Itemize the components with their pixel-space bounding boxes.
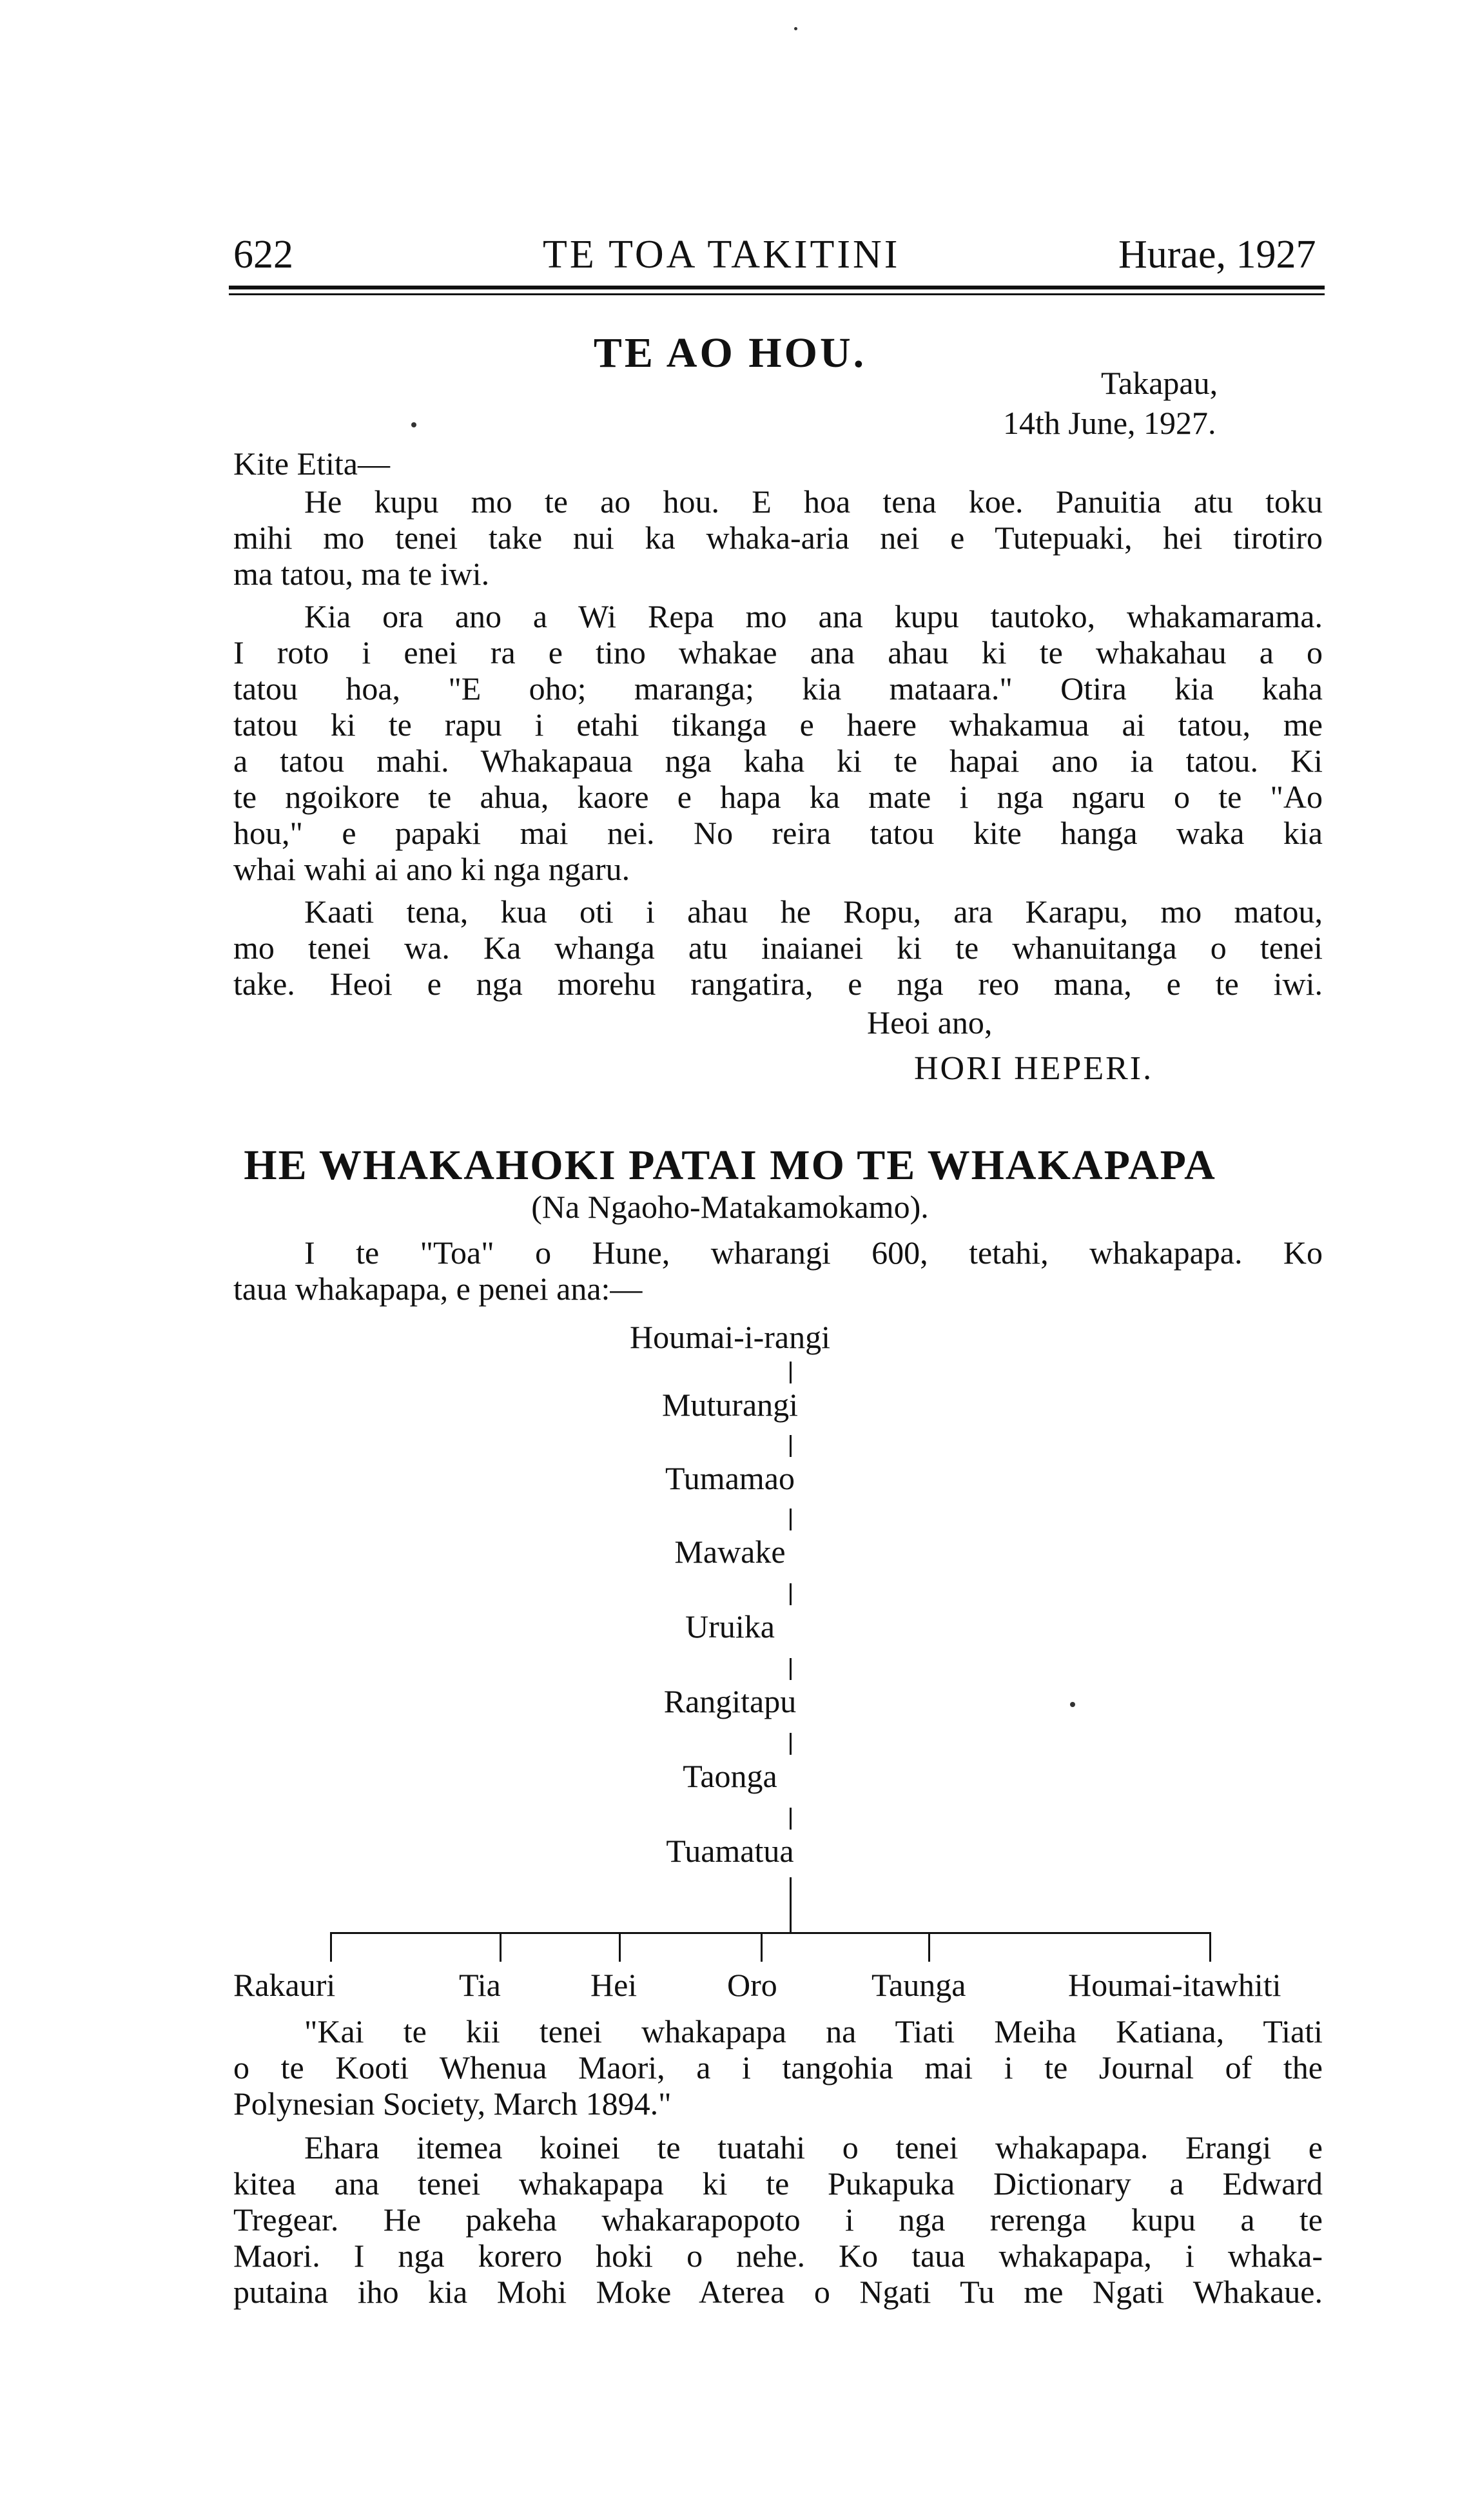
genealogy-connector — [790, 1808, 792, 1830]
journal-title: TE TOA TAKITINI — [543, 233, 900, 277]
genealogy-branch-tick — [1209, 1932, 1211, 1962]
paragraph-line: hou," e papaki mai nei. No reira tatou kite hanga waka kia — [233, 815, 1323, 851]
salutation: Kite Etita— — [233, 445, 390, 482]
genealogy-branch-tick — [928, 1932, 930, 1962]
article-title: TE AO HOU. — [593, 329, 867, 376]
paragraph-line: te ngoikore te ahua, kaore e hapa ka mate i nga ngaru o te "Ao — [233, 779, 1323, 815]
genealogy-child: Taunga — [871, 1967, 966, 2003]
paragraph-line: a tatou mahi. Whakapaua nga kaha ki te hapai ano ia tatou. Ki — [233, 743, 1323, 779]
paragraph-line: Ehara itemea koinei te tuatahi o tenei whakapapa. Erangi e — [304, 2129, 1323, 2165]
letter-signature: HORI HEPERI. — [914, 1050, 1154, 1087]
page-number: 622 — [233, 233, 293, 277]
paragraph-line: kitea ana tenei whakapapa ki te Pukapuka Dictionary a Edward — [233, 2165, 1323, 2202]
genealogy-name: Muturangi — [661, 1387, 799, 1423]
paragraph-line: tatou ki te rapu i etahi tikanga e haere whakamua ai tatou, me — [233, 707, 1323, 743]
paragraph-line: taua whakapapa, e penei ana:— — [233, 1271, 643, 1307]
genealogy-branch-tick — [619, 1932, 621, 1962]
paragraph-line: tatou hoa, "E oho; maranga; kia mataara." Otira kia kaha — [233, 670, 1323, 707]
paragraph-line: o te Kooti Whenua Maori, a i tangohia mai i te Journal of the — [233, 2049, 1323, 2085]
genealogy-name: Rangitapu — [663, 1683, 797, 1719]
paragraph-line: mo tenei wa. Ka whanga atu inaianei ki te whanuitanga o tenei — [233, 930, 1323, 966]
genealogy-branch-tick — [761, 1932, 763, 1962]
genealogy-name: Houmai-i-rangi — [629, 1319, 830, 1355]
paragraph-line: take. Heoi e nga morehu rangatira, e nga reo mana, e te iwi. — [233, 966, 1323, 1002]
genealogy-child: Tia — [459, 1967, 501, 2003]
genealogy-connector — [790, 1583, 792, 1605]
letter-closing: Heoi ano, — [867, 1004, 993, 1040]
genealogy-child: Hei — [590, 1967, 638, 2003]
genealogy-connector — [790, 1435, 792, 1457]
genealogy-name: Tuamatua — [666, 1833, 794, 1869]
header-rule-thick — [229, 286, 1325, 289]
paragraph-line: whai wahi ai ano ki nga ngaru. — [233, 851, 630, 887]
genealogy-connector — [790, 1362, 792, 1383]
header-rule-thin — [229, 293, 1325, 295]
genealogy-branch-tick — [330, 1932, 332, 1962]
issue-date: Hurae, 1927 — [1118, 233, 1316, 277]
genealogy-name: Taonga — [683, 1758, 777, 1794]
genealogy-branch-line — [330, 1932, 1210, 1934]
article-byline: (Na Ngaoho-Matakamokamo). — [531, 1189, 929, 1225]
paragraph-line: Maori. I nga korero hoki o nehe. Ko taua whakapapa, i whaka- — [233, 2238, 1323, 2274]
genealogy-name: Tumamao — [665, 1460, 795, 1496]
genealogy-child: Oro — [727, 1967, 777, 2003]
ink-dot — [1070, 1702, 1075, 1707]
paragraph-line: I te "Toa" o Hune, wharangi 600, tetahi, whakapapa. Ko — [304, 1235, 1323, 1271]
genealogy-connector — [790, 1658, 792, 1680]
paragraph-line: mihi mo tenei take nui ka whaka-aria nei e Tutepuaki, hei tirotiro — [233, 520, 1323, 556]
paragraph-line: Tregear. He pakeha whakarapopoto i nga rerenga kupu a te — [233, 2202, 1323, 2238]
letter-place: Takapau, — [1101, 365, 1218, 401]
genealogy-branch-tick — [500, 1932, 501, 1962]
paragraph-line: Kaati tena, kua oti i ahau he Ropu, ara Karapu, mo matou, — [304, 894, 1323, 930]
paragraph-line: "Kai te kii tenei whakapapa na Tiati Meiha Katiana, Tiati — [304, 2013, 1323, 2049]
genealogy-child: Rakauri — [233, 1967, 336, 2003]
paragraph-line: putaina iho kia Mohi Moke Aterea o Ngati Tu me Ngati Whakaue. — [233, 2274, 1323, 2310]
paragraph-line: Kia ora ano a Wi Repa mo ana kupu tautoko, whakamarama. — [304, 598, 1323, 634]
genealogy-connector — [790, 1509, 792, 1530]
genealogy-child: Houmai-itawhiti — [1068, 1967, 1281, 2003]
letter-date: 14th June, 1927. — [1003, 405, 1216, 441]
genealogy-connector — [790, 1877, 792, 1932]
genealogy-name: Mawake — [674, 1534, 786, 1570]
genealogy-name: Uruika — [685, 1608, 775, 1645]
paragraph-line: I roto i enei ra e tino whakae ana ahau ki te whakahau a o — [233, 634, 1323, 670]
paragraph-line: ma tatou, ma te iwi. — [233, 556, 490, 592]
ink-dot — [794, 27, 797, 30]
ink-dot — [411, 422, 416, 427]
paragraph-line: Polynesian Society, March 1894." — [233, 2085, 672, 2122]
article-title: HE WHAKAHOKI PATAI MO TE WHAKAPAPA — [244, 1142, 1216, 1189]
genealogy-connector — [790, 1733, 792, 1755]
paragraph-line: He kupu mo te ao hou. E hoa tena koe. Panuitia atu toku — [304, 483, 1323, 520]
